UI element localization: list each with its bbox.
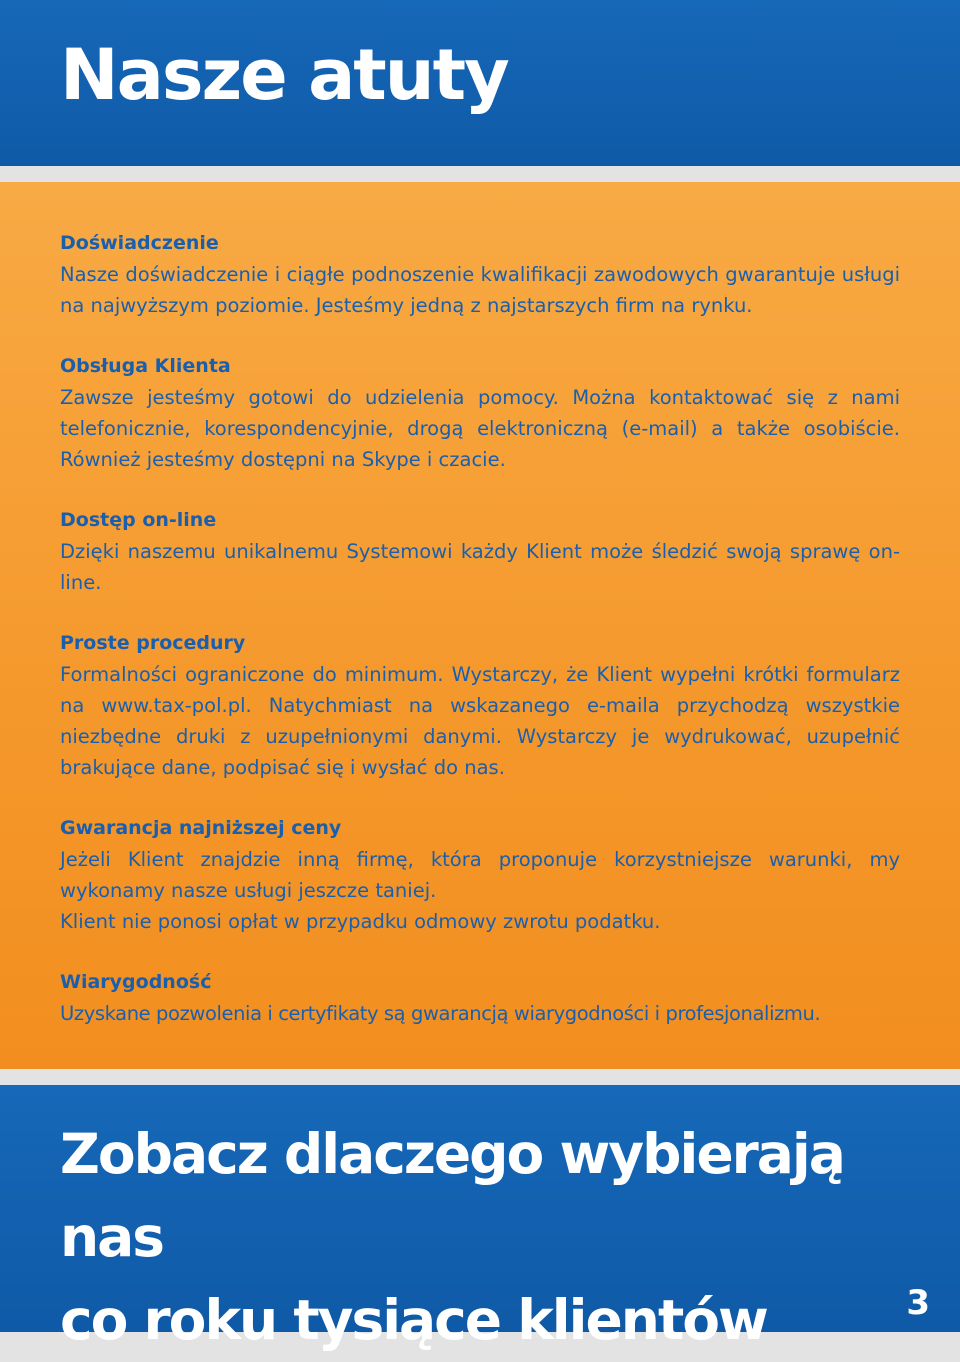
header-band (0, 0, 960, 166)
section-text: Jeżeli Klient znajdzie inną firmę, która proponuje korzystniejsze warunki, my wykonamy nasze usługi jeszcze taniej. (60, 848, 900, 902)
section-gwarancja-ceny (60, 813, 900, 937)
footer-headline (60, 1113, 920, 1362)
footer-headline-line-2: co roku tysiące klientów (60, 1288, 767, 1352)
footer-band (0, 1085, 960, 1352)
section-text: Nasze doświadczenie i ciągłe podnoszenie kwalifikacji zawodowych gwarantuje usługi na najwyższym poziomie. Jesteśmy jedną z najstarszych firm na rynku. (60, 263, 900, 317)
section-text: Formalności ograniczone do minimum. Wystarczy, że Klient wypełni krótki formularz na www.tax-pol.pl. Natychmiast na wskazanego e-maila przychodzą wszystkie niezbędne druki z uzupełnionymi danymi. Wystarczy je wydrukować, uzupełnić brakujące dane, podpisać się i wysłać do nas. (60, 663, 900, 779)
section-heading: Dostęp on-line (60, 509, 217, 531)
footer-headline-line-1: Zobacz dlaczego wybierają nas (60, 1122, 844, 1269)
section-dostep-online (60, 505, 900, 598)
section-obsluga-klienta (60, 351, 900, 475)
section-heading: Obsługa Klienta (60, 355, 231, 377)
section-text: Zawsze jesteśmy gotowi do udzielenia pomocy. Można kontaktować się z nami telefonicznie, korespondencyjnie, drogą elektroniczną (e-mail) a także osobiście. Również jesteśmy dostępni na Skype i czacie. (60, 386, 900, 471)
section-heading: Gwarancja najniższej ceny (60, 817, 342, 839)
section-text: Dzięki naszemu unikalnemu Systemowi każdy Klient może śledzić swoją sprawę on-line. (60, 540, 900, 594)
page-number: 3 (906, 1283, 930, 1323)
section-text: Uzyskane pozwolenia i certyfikaty są gwarancją wiarygodności i profesjonalizmu. (60, 1002, 821, 1025)
section-doswiadczenie (60, 228, 900, 321)
section-heading: Proste procedury (60, 632, 246, 654)
page-title: Nasze atuty (60, 34, 508, 116)
section-heading: Wiarygodność (60, 971, 212, 993)
section-proste-procedury (60, 628, 900, 783)
section-heading: Doświadczenie (60, 232, 219, 254)
advantages-list (60, 228, 900, 1059)
section-wiarygodnosc (60, 967, 900, 1029)
section-text: Klient nie ponosi opłat w przypadku odmowy zwrotu podatku. (60, 910, 661, 933)
